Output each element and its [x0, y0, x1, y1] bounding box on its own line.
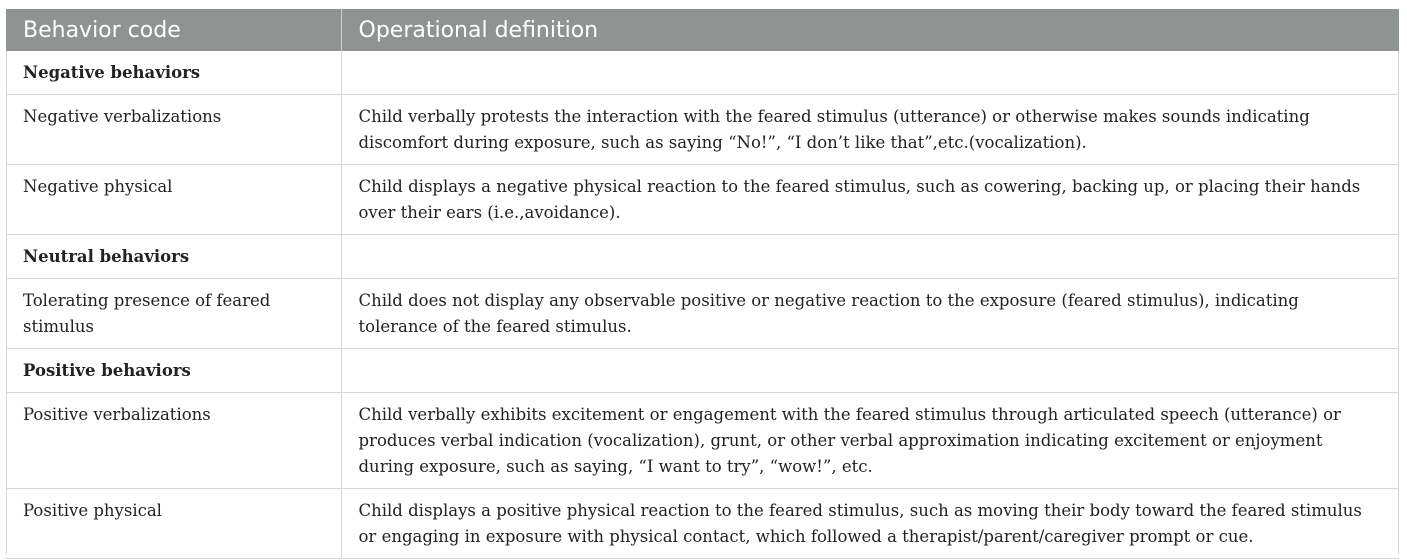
group-definition-empty: [341, 349, 1399, 393]
definition-cell: Child verbally protests the interaction with the feared stimulus (utterance) or otherwise makes sounds indicating discomfort during exposure, such as saying “No!”, “I don’t like that”,etc.(vocalization).: [341, 95, 1399, 165]
group-row-negative: [6, 51, 1399, 95]
behavior-code-cell: Negative verbalizations: [6, 95, 341, 165]
behavior-code-cell: Tolerating presence of feared stimulus: [6, 279, 341, 349]
behavior-code-cell: Positive verbalizations: [6, 393, 341, 489]
table-row: [6, 279, 1399, 349]
definition-cell: Child does not display any observable positive or negative reaction to the exposure (feared stimulus), indicating tolerance of the feared stimulus.: [341, 279, 1399, 349]
definition-cell: Child displays a positive physical reaction to the feared stimulus, such as moving their body toward the feared stimulus or engaging in exposure with physical contact, which followed a therapist/parent/caregiver prompt or cue.: [341, 489, 1399, 559]
behavior-code-cell: Positive physical: [6, 489, 341, 559]
table-header: [6, 9, 1399, 51]
table-row: [6, 393, 1399, 489]
behavior-code-cell: Negative physical: [6, 165, 341, 235]
definition-cell: Child displays a negative physical reaction to the feared stimulus, such as cowering, backing up, or placing their hands over their ears (i.e.,avoidance).: [341, 165, 1399, 235]
behavior-code-table: [6, 9, 1399, 559]
group-label: Positive behaviors: [6, 349, 341, 393]
group-row-positive: [6, 349, 1399, 393]
group-row-neutral: [6, 235, 1399, 279]
header-row: [6, 9, 1399, 51]
table-row: [6, 95, 1399, 165]
group-label: Negative behaviors: [6, 51, 341, 95]
header-operational-definition: Operational definition: [341, 9, 1399, 51]
table-row: [6, 165, 1399, 235]
group-definition-empty: [341, 235, 1399, 279]
table-body: [6, 51, 1399, 559]
table-row: [6, 489, 1399, 559]
header-behavior-code: Behavior code: [6, 9, 341, 51]
group-definition-empty: [341, 51, 1399, 95]
group-label: Neutral behaviors: [6, 235, 341, 279]
definition-cell: Child verbally exhibits excitement or engagement with the feared stimulus through articulated speech (utterance) or produces verbal indication (vocalization), grunt, or other verbal approximation indicating excitement or enjoyment during exposure, such as saying, “I want to try”, “wow!”, etc.: [341, 393, 1399, 489]
